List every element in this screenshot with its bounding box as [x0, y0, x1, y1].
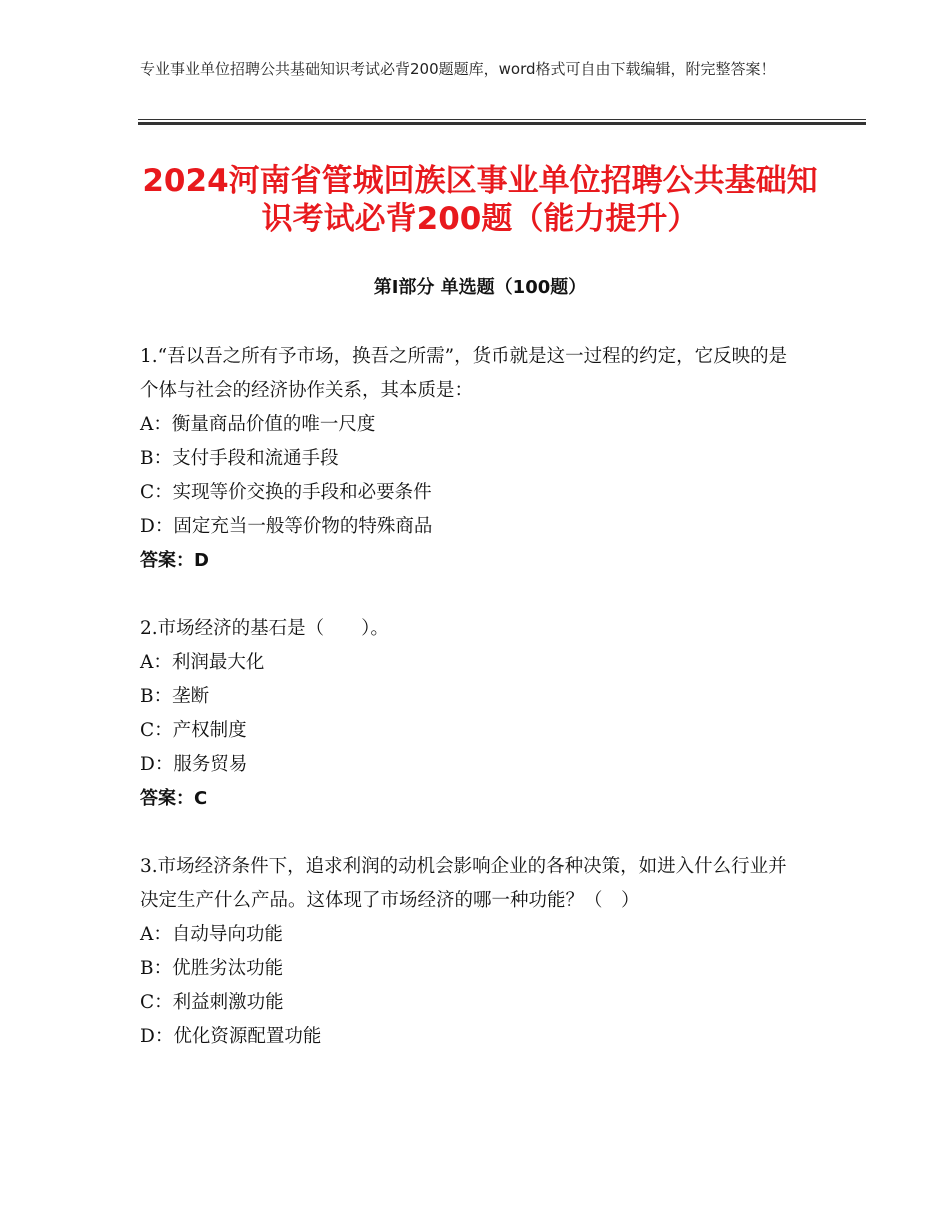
question-stem: 2.市场经济的基石是（ ）。 [140, 618, 389, 639]
document-title: 2024河南省管城回族区事业单位招聘公共基础知识考试必背200题（能力提升） [142, 163, 818, 237]
option-a: A：自动导向功能 [140, 924, 283, 945]
answer-text: 答案：D [140, 550, 209, 571]
option-a: A：利润最大化 [140, 652, 265, 673]
question-2 [140, 612, 800, 816]
answer-text: 答案：C [140, 788, 208, 809]
option-b: B：支付手段和流通手段 [140, 448, 339, 469]
option-c: C：产权制度 [140, 720, 247, 741]
option-a: A：衡量商品价值的唯一尺度 [140, 414, 376, 435]
question-list [140, 340, 800, 1088]
option-d: D：优化资源配置功能 [140, 1026, 322, 1047]
option-d: D：固定充当一般等价物的特殊商品 [140, 516, 433, 537]
question-3 [140, 850, 800, 1054]
option-b: B：垄断 [140, 686, 210, 707]
section-heading: 第Ⅰ部分 单选题（100题） [373, 277, 587, 298]
header-note: 专业事业单位招聘公共基础知识考试必背200题题库，word格式可自由下载编辑，附完整答案！ [140, 60, 776, 78]
header-divider-thick [138, 122, 866, 125]
header-divider-thin [138, 119, 866, 120]
option-b: B：优胜劣汰功能 [140, 958, 284, 979]
option-c: C：实现等价交换的手段和必要条件 [140, 482, 432, 503]
question-stem: 1.“吾以吾之所有予市场，换吾之所需”，货币就是这一过程的约定，它反映的是个体与社会的经济协作关系，其本质是： [140, 346, 788, 401]
option-d: D：服务贸易 [140, 754, 248, 775]
question-1 [140, 340, 800, 578]
option-c: C：利益刺激功能 [140, 992, 284, 1013]
question-stem: 3.市场经济条件下，追求利润的动机会影响企业的各种决策，如进入什么行业并决定生产什么产品。这体现了市场经济的哪一种功能？（ ） [140, 856, 787, 911]
